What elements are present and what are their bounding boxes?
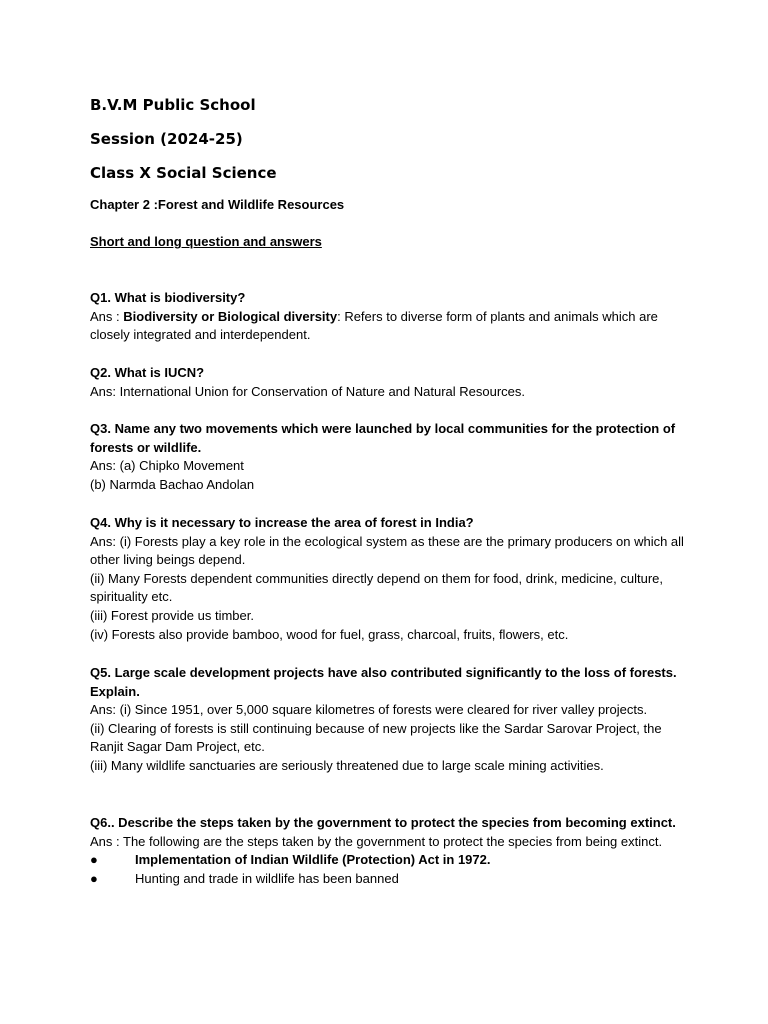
answer-4-line-3: (iii) Forest provide us timber. — [90, 607, 254, 623]
session-heading: Session (2024-25) — [90, 130, 243, 148]
question-block-5 — [90, 664, 690, 776]
question-block-2 — [90, 364, 690, 401]
answer-3-line-2: (b) Narmda Bachao Andolan — [90, 476, 255, 492]
bullet-icon: ● — [90, 852, 98, 868]
question-block-6 — [90, 814, 690, 888]
question-block-4 — [90, 514, 690, 644]
answer-5-line-2: (ii) Clearing of forests is still continuing because of new projects like the Sardar Sarovar Project, the Ranjit Sagar Dam Project, etc. — [90, 720, 662, 755]
list-item — [90, 870, 690, 889]
class-heading: Class X Social Science — [90, 164, 277, 182]
answer-1 — [90, 308, 690, 345]
question-block-1 — [90, 289, 690, 345]
answer-3-line-1: Ans: (a) Chipko Movement — [90, 458, 244, 474]
chapter-title: Chapter 2 :Forest and Wildlife Resources — [90, 197, 345, 212]
answer-4-line-4: (iv) Forests also provide bamboo, wood for fuel, grass, charcoal, fruits, flowers, etc. — [90, 626, 569, 642]
question-2: Q2. What is IUCN? — [90, 365, 205, 380]
bullet-icon: ● — [90, 870, 98, 886]
question-block-3 — [90, 420, 690, 494]
answer-4-line-2: (ii) Many Forests dependent communities directly depend on them for food, drink, medicine, culture, spirituality etc. — [90, 570, 663, 605]
question-4: Q4. Why is it necessary to increase the area of forest in India? — [90, 515, 474, 530]
answer-5-line-3: (iii) Many wildlife sanctuaries are seriously threatened due to large scale mining activities. — [90, 757, 604, 773]
answer-6-bullet-2: Hunting and trade in wildlife has been banned — [135, 870, 399, 886]
answer-1-prefix: Ans : — [90, 308, 124, 324]
question-5: Q5. Large scale development projects have also contributed significantly to the loss of forests. Explain. — [90, 665, 677, 699]
question-1: Q1. What is biodiversity? — [90, 290, 246, 305]
answer-1-definition: : Refers to diverse form of plants and animals which are closely integrated and interdependent. — [90, 308, 658, 343]
answer-6: Ans : The following are the steps taken by the government to protect the species from being extinct. — [90, 833, 663, 849]
question-6: Q6.. Describe the steps taken by the government to protect the species from becoming extinct. — [90, 815, 676, 830]
list-item — [90, 851, 690, 870]
answer-1-term: Biodiversity or Biological diversity — [123, 308, 338, 324]
school-name: B.V.M Public School — [90, 96, 256, 114]
answer-4-line-1: Ans: (i) Forests play a key role in the ecological system as these are the primary producers on which all other living beings depend. — [90, 533, 684, 568]
section-subtitle: Short and long question and answers — [90, 234, 322, 249]
question-3: Q3. Name any two movements which were launched by local communities for the protection of forests or wildlife. — [90, 421, 676, 455]
answer-6-bullet-1: Implementation of Indian Wildlife (Protection) Act in 1972. — [135, 852, 491, 868]
answer-6-bullet-list — [90, 851, 690, 888]
answer-2: Ans: International Union for Conservation of Nature and Natural Resources. — [90, 383, 526, 399]
answer-5-line-1: Ans: (i) Since 1951, over 5,000 square kilometres of forests were cleared for river valley projects. — [90, 702, 648, 718]
